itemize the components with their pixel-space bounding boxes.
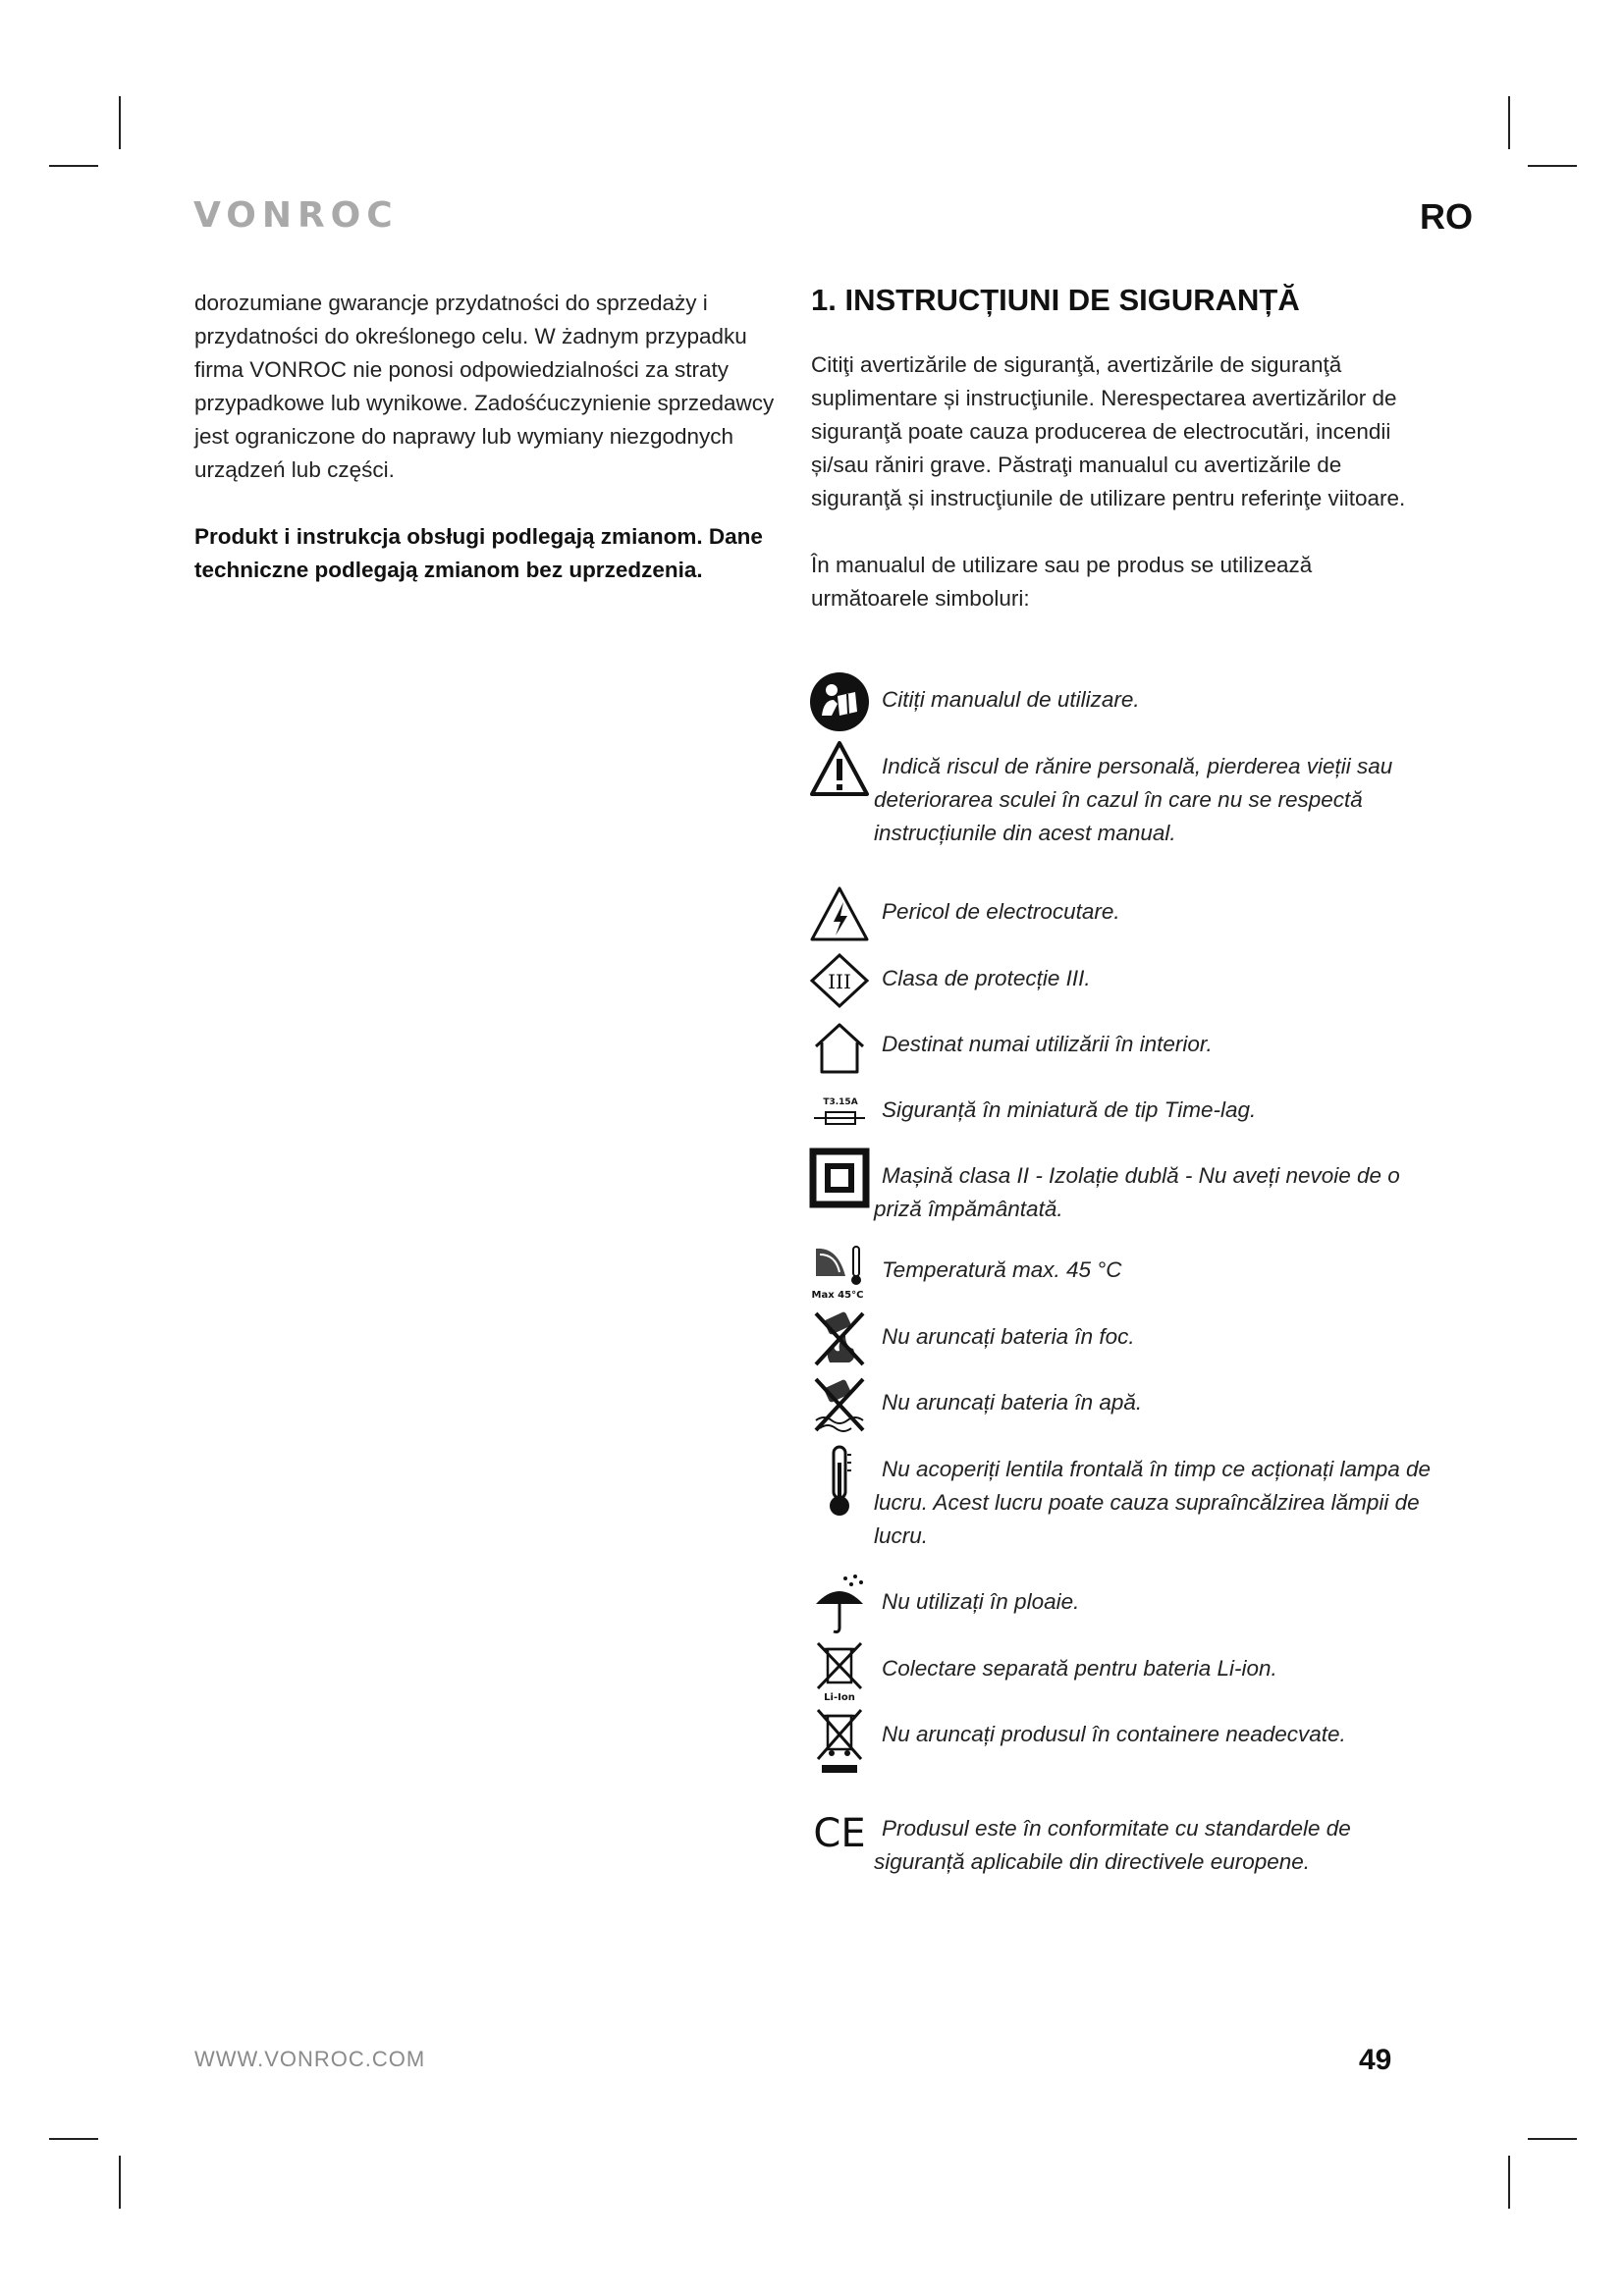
safety-intro-paragraph: Citiţi avertizările de siguranţă, avertizările de siguranţă suplimentare și instrucţiunile. Nerespectarea avertizărilor de siguranţă poate cauza producerea de electrocutări, incendii și/sau răniri grave. Păstraţi manualul cu avertizările de siguranţă și instrucţiunile de utilizare pentru referinţe viitoare. xyxy=(811,352,1406,510)
symbol-description: Nu aruncați bateria în foc. xyxy=(882,1324,1135,1349)
right-column xyxy=(811,280,1420,615)
svg-text:III: III xyxy=(828,970,851,993)
footer-url: WWW.VONROC.COM xyxy=(194,2047,426,2071)
symbol-row xyxy=(805,1706,1434,1800)
svg-text:Max 45°C: Max 45°C xyxy=(811,1290,864,1301)
symbol-description: Pericol de electrocutare. xyxy=(882,899,1120,924)
symbol-row xyxy=(805,1242,1434,1308)
svg-text:CE: CE xyxy=(813,1811,866,1854)
symbol-description: Nu acoperiți lentila frontală în timp ce acționați lampa de lucru. Acest lucru poate cauza supraîncălzirea lămpii de lucru. xyxy=(874,1457,1432,1548)
language-code: RO xyxy=(1420,196,1473,237)
symbol-row xyxy=(805,1640,1434,1706)
symbol-description: Clasa de protecție III. xyxy=(882,966,1091,990)
warranty-paragraph: dorozumiane gwarancje przydatności do sprzedaży i przydatności do określonego celu. W żadnym przypadku firma VONROC nie ponosi odpowiedzialności za straty przypadkowe lub wynikowe. Zadośćuczynienie sprzedawcy jest ograniczone do naprawy lub wymiany niezgodnych urządzeń lub części. xyxy=(194,291,775,482)
symbol-description: Siguranță în miniatură de tip Time-lag. xyxy=(882,1097,1257,1122)
symbol-description: Temperatură max. 45 °C xyxy=(882,1257,1122,1282)
crop-mark xyxy=(1528,165,1577,167)
symbol-row xyxy=(805,1016,1434,1082)
symbol-row xyxy=(805,671,1434,738)
left-column xyxy=(194,287,793,587)
svg-text:Li-Ion: Li-Ion xyxy=(824,1692,855,1702)
crop-mark xyxy=(119,96,121,149)
symbol-row xyxy=(805,1374,1434,1441)
symbol-description: Citiți manualul de utilizare. xyxy=(882,687,1140,712)
crop-mark xyxy=(1508,2156,1510,2209)
symbol-description: Nu aruncați bateria în apă. xyxy=(882,1390,1143,1415)
symbol-row xyxy=(805,950,1434,1016)
symbol-row xyxy=(805,883,1434,950)
crop-mark xyxy=(49,165,98,167)
symbol-row xyxy=(805,1308,1434,1374)
symbol-description: Nu aruncați produsul în containere neadecvate. xyxy=(882,1722,1346,1746)
section-heading: 1. INSTRUCȚIUNI DE SIGURANȚĂ xyxy=(811,283,1300,317)
symbol-description: Produsul este în conformitate cu standardele de siguranță aplicabile din directivele europene. xyxy=(874,1816,1351,1874)
crop-mark xyxy=(1508,96,1510,149)
crop-mark xyxy=(119,2156,121,2209)
svg-text:T3.15A: T3.15A xyxy=(823,1097,858,1107)
symbol-row xyxy=(805,1441,1434,1574)
change-notice: Produkt i instrukcja obsługi podlegają zmianom. Dane techniczne podlegają zmianom bez uprzedzenia. xyxy=(194,524,763,582)
symbol-description: Colectare separată pentru bateria Li-ion. xyxy=(882,1656,1277,1681)
symbol-row xyxy=(805,1574,1434,1640)
symbol-description: Nu utilizați în ploaie. xyxy=(882,1589,1080,1614)
symbol-row xyxy=(805,1148,1434,1242)
crop-mark xyxy=(49,2138,98,2140)
symbol-description: Mașină clasa II - Izolație dublă - Nu aveți nevoie de o priză împământată. xyxy=(874,1163,1400,1221)
page-number: 49 xyxy=(1359,2044,1392,2076)
brand-logo: VONROC xyxy=(193,195,399,236)
symbol-description: Indică riscul de rănire personală, pierderea vieții sau deteriorarea sculei în cazul în care nu se respectă instrucțiunile din acest manual. xyxy=(874,754,1393,845)
symbols-intro-paragraph: În manualul de utilizare sau pe produs se utilizează următoarele simboluri: xyxy=(811,553,1313,611)
symbol-row xyxy=(805,1082,1434,1148)
crop-mark xyxy=(1528,2138,1577,2140)
symbol-row xyxy=(805,1800,1434,1908)
symbol-list xyxy=(805,671,1434,1908)
symbol-row xyxy=(805,738,1434,883)
symbol-description: Destinat numai utilizării în interior. xyxy=(882,1032,1213,1056)
